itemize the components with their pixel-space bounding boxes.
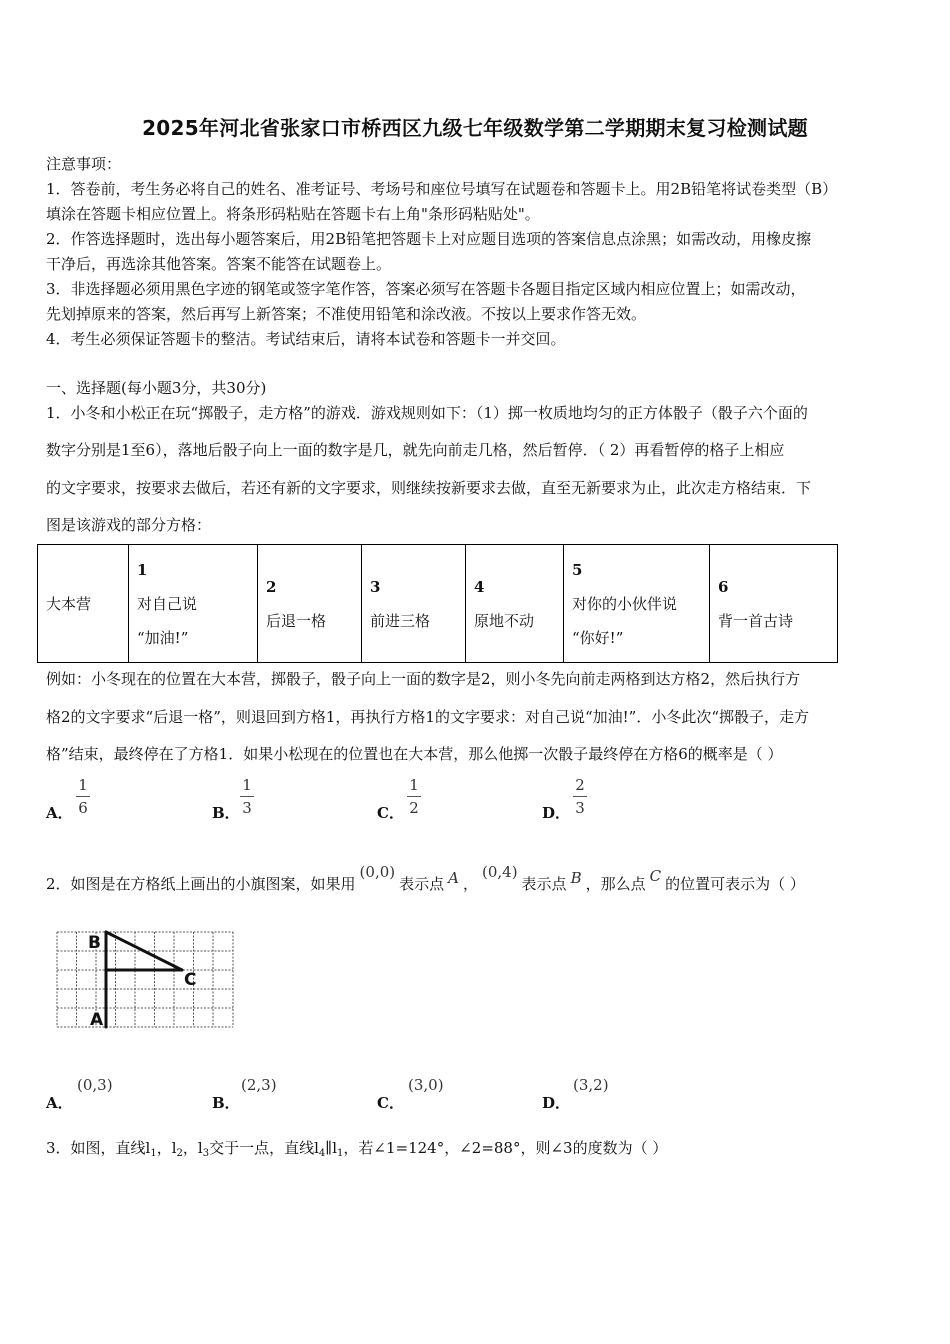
option-d-label: D． <box>542 1094 571 1112</box>
option-b-value: (2,3) <box>241 1076 277 1094</box>
option-a-fraction: 1 6 <box>76 776 90 817</box>
notice-line: 3．非选择题必须用黑色字迹的钢笔或签字笔作答，答案必须写在答题卡各题目指定区域内相应位置上；如需改动， <box>46 280 806 298</box>
table-cell: 1 对自己说 “加油!” <box>129 545 258 663</box>
option-c-fraction: 1 2 <box>407 776 421 817</box>
table-cell: 2 后退一格 <box>258 545 362 663</box>
figure-label-b: B <box>88 933 101 953</box>
notice-line: 4．考生必须保证答题卡的整洁。考试结束后，请将本试卷和答题卡一并交回。 <box>46 330 566 348</box>
flag-grid-figure <box>52 926 238 1034</box>
question-2-text: 2．如图是在方格纸上画出的小旗图案，如果用(0,0)表示点 A ，(0,4)表示点 B ，那么点 C 的位置可表示为（ ） <box>46 863 805 893</box>
table-cell-base: 大本营 <box>38 545 129 663</box>
table-cell: 3 前进三格 <box>362 545 466 663</box>
option-c-value: (3,0) <box>408 1076 444 1094</box>
question-1-text: 图是该游戏的部分方格： <box>46 516 212 534</box>
question-1-text: 格2的文字要求“后退一格”，则退回到方格1，再执行方格1的文字要求：对自己说“加油!”．小冬此次“掷骰子，走方 <box>46 708 810 726</box>
notice-line: 先划掉原来的答案，然后再写上新答案；不准使用铅笔和涂改液。不按以上要求作答无效。 <box>46 305 647 323</box>
page-title: 2025年河北省张家口市桥西区九级七年级数学第二学期期末复习检测试题 <box>142 116 808 140</box>
option-d-label: D． <box>542 804 571 822</box>
notice-line: 填涂在答题卡相应位置上。将条形码粘贴在答题卡右上角"条形码粘贴处"。 <box>46 205 540 223</box>
table-cell: 6 背一首古诗 <box>710 545 838 663</box>
question-1-text: 1．小冬和小松正在玩“掷骰子，走方格”的游戏．游戏规则如下：（1）掷一枚质地均匀的正方体骰子（骰子六个面的 <box>46 404 808 422</box>
figure-label-a: A <box>90 1010 104 1030</box>
question-1-text: 的文字要求，按要求去做后，若还有新的文字要求，则继续按新要求去做，直至无新要求为止，此次走方格结束．下 <box>46 479 812 497</box>
table-cell: 4 原地不动 <box>466 545 564 663</box>
question-1-text: 例如：小冬现在的位置在大本营，掷骰子，骰子向上一面的数字是2，则小冬先向前走两格到达方格2，然后执行方 <box>46 670 801 688</box>
question-3-text: 3．如图，直线$l_1$，$l_2$，$l_3$交于一点，直线$l_4\parallel l_1$，若∠1=124°，∠2=88°，则∠3的度数为（ ） <box>46 1139 668 1159</box>
option-d-value: (3,2) <box>573 1076 609 1094</box>
option-b-label: B． <box>212 1094 240 1112</box>
figure-label-c: C <box>184 970 197 990</box>
option-b-fraction: 1 3 <box>240 776 254 817</box>
option-c-label: C． <box>377 1094 404 1112</box>
option-a-label: A． <box>46 804 73 822</box>
notice-heading: 注意事项： <box>46 155 122 173</box>
option-c-label: C． <box>377 804 404 822</box>
question-1-text: 格”结束，最终停在了方格1．如果小松现在的位置也在大本营，那么他掷一次骰子最终停在方格6的概率是（ ） <box>46 745 783 763</box>
notice-line: 2．作答选择题时，选出每小题答案后，用2B铅笔把答题卡上对应题目选项的答案信息点涂黑；如需改动，用橡皮擦 <box>46 230 812 248</box>
option-a-value: (0,3) <box>77 1076 113 1094</box>
option-d-fraction: 2 3 <box>573 776 587 817</box>
question-1-text: 数字分别是1至6），落地后骰子向上一面的数字是几，就先向前走几格，然后暂停．（ 2）再看暂停的格子上相应 <box>46 441 785 459</box>
option-a-label: A． <box>46 1094 73 1112</box>
section-heading: 一、选择题(每小题3分，共30分) <box>46 379 267 397</box>
notice-line: 1．答卷前，考生务必将自己的姓名、准考证号、考场号和座位号填写在试题卷和答题卡上。用2B铅笔将试卷类型（B） <box>46 180 838 198</box>
table-row <box>38 545 838 663</box>
notice-line: 干净后，再选涂其他答案。答案不能答在试题卷上。 <box>46 255 392 273</box>
game-board-table <box>37 544 838 663</box>
option-b-label: B． <box>212 804 240 822</box>
table-cell: 5 对你的小伙伴说 “你好!” <box>564 545 710 663</box>
